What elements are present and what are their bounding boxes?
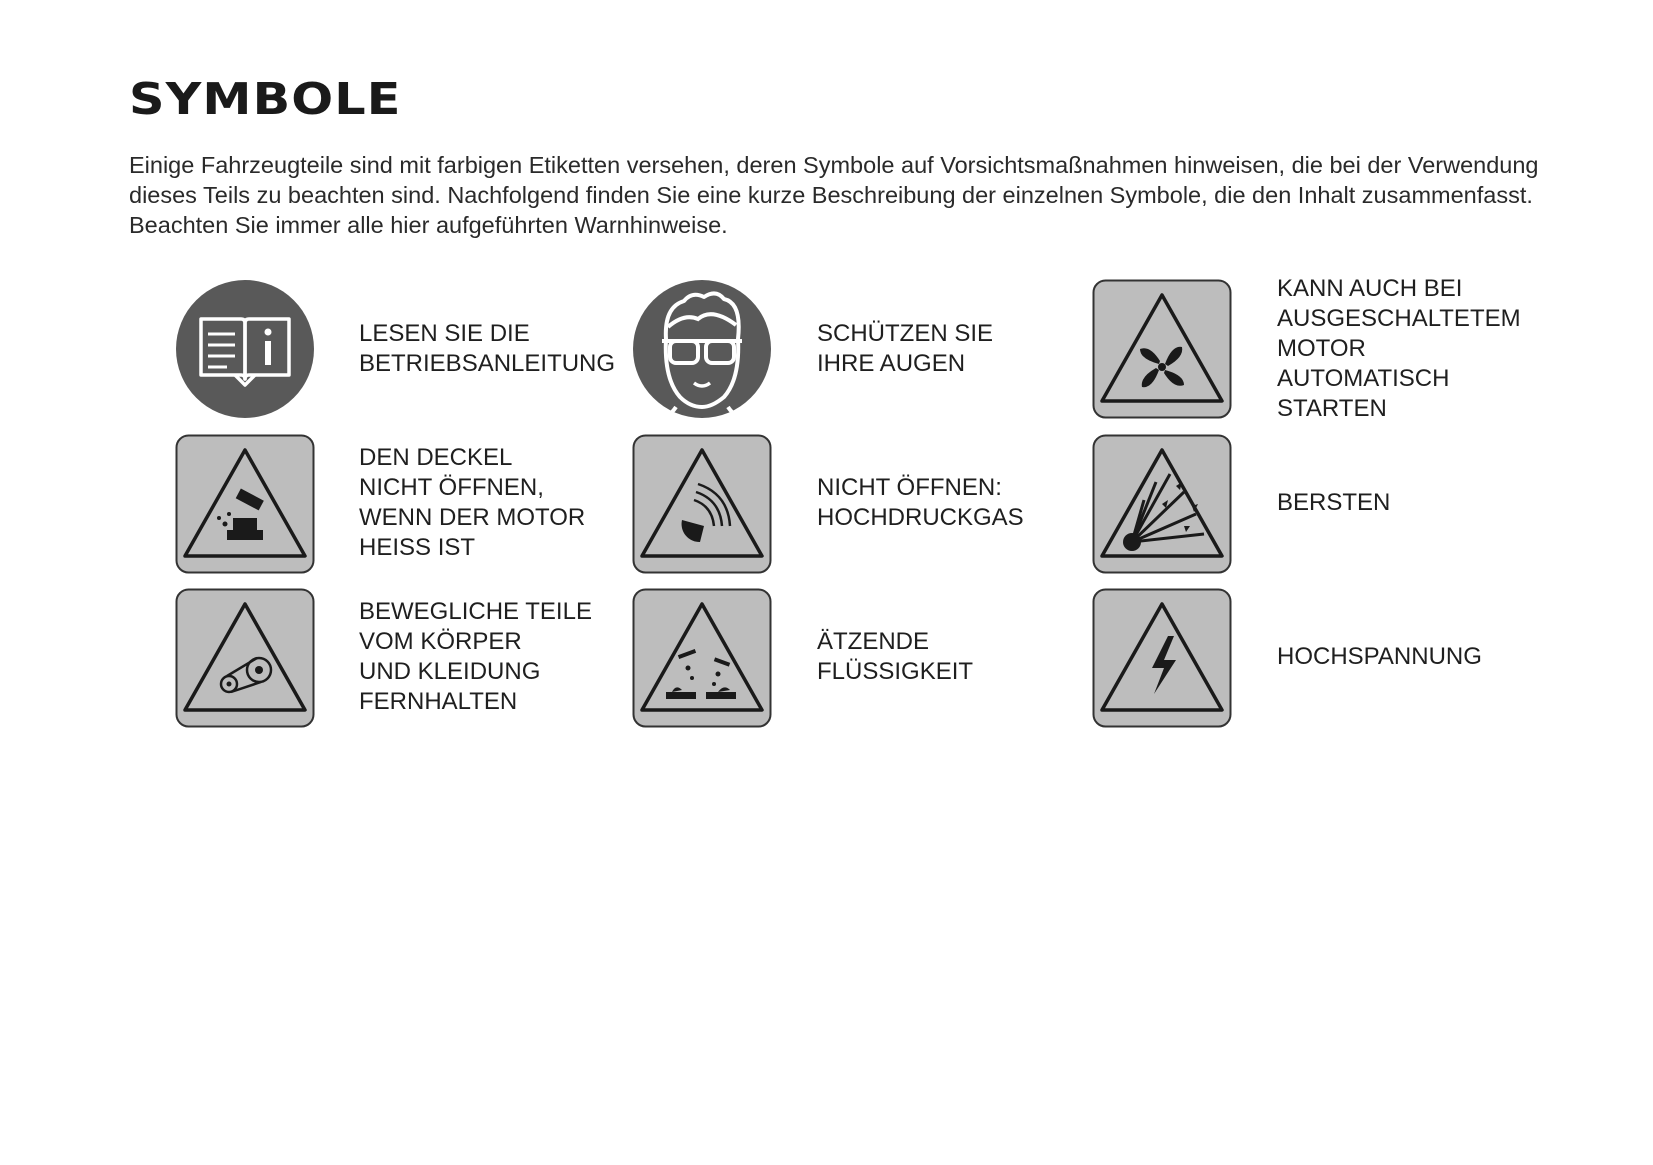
symbol-label-fan-autostart: KANN AUCH BEI AUSGESCHALTETEM MOTOR AUTOMATISCH STARTEN <box>1277 275 1521 422</box>
symbol-label-high-voltage: HOCHSPANNUNG <box>1277 643 1482 670</box>
high-pressure-gas-icon <box>632 434 772 574</box>
moving-parts-icon <box>175 588 315 728</box>
page-title: SYMBOLE <box>129 74 402 125</box>
symbol-label-corrosive-liquid: ÄTZENDE FLÜSSIGKEIT <box>817 628 974 685</box>
corrosive-liquid-icon <box>632 588 772 728</box>
fan-autostart-icon <box>1092 279 1232 419</box>
symbol-label-moving-parts: BEWEGLICHE TEILE VOM KÖRPER UND KLEIDUNG FERNHALTEN <box>359 598 592 715</box>
explosion-icon <box>1092 434 1232 574</box>
hot-cap-icon <box>175 434 315 574</box>
symbol-label-eye-protection: SCHÜTZEN SIE IHRE AUGEN <box>817 320 994 377</box>
read-manual-icon <box>175 279 315 419</box>
symbol-label-high-pressure-gas: NICHT ÖFFNEN: HOCHDRUCKGAS <box>817 474 1024 531</box>
symbol-label-explosion: BERSTEN <box>1277 489 1391 516</box>
symbol-label-read-manual: LESEN SIE DIE BETRIEBSANLEITUNG <box>359 320 616 377</box>
intro-paragraph: Einige Fahrzeugteile sind mit farbigen Etiketten versehen, deren Symbole auf Vorsichtsmaßnahmen hinweisen, die bei der Verwendung dieses Teils zu beachten sind. Nachfolgend finden Sie eine kurze Beschreibung der einzelnen Symbole, die den Inhalt zusammenfasst. Beachten Sie immer alle hier aufgeführten Warnhinweise. <box>129 152 1539 238</box>
eye-protection-icon <box>632 279 772 419</box>
symbol-label-hot-cap: DEN DECKEL NICHT ÖFFNEN, WENN DER MOTOR HEISS IST <box>359 444 586 561</box>
high-voltage-icon <box>1092 588 1232 728</box>
